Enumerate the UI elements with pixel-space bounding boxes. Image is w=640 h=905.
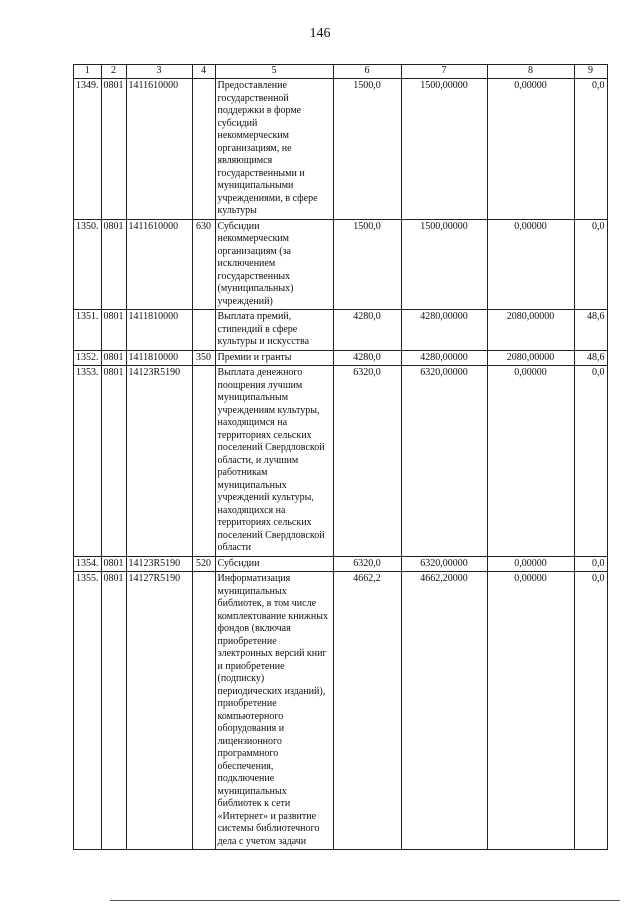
section-code: 0801: [101, 350, 126, 366]
approved-amount: 4280,00000: [401, 310, 487, 351]
section-code: 0801: [101, 310, 126, 351]
executed-amount: 0,00000: [487, 572, 574, 850]
col-header: 2: [101, 65, 126, 79]
planned-amount: 1500,0: [333, 219, 401, 310]
table-row: [74, 556, 608, 572]
execution-percent: 0,0: [574, 79, 607, 220]
section-code: 0801: [101, 572, 126, 850]
execution-percent: 48,6: [574, 310, 607, 351]
execution-percent: 0,0: [574, 219, 607, 310]
section-code: 0801: [101, 79, 126, 220]
col-header: 1: [74, 65, 102, 79]
row-description: Предоставление государственной поддержки в форме субсидий некоммерческим организациям, не являющимся государственными и муниципальными учреждениями, в сфере культуры: [215, 79, 333, 220]
approved-amount: 4662,20000: [401, 572, 487, 850]
col-header: 6: [333, 65, 401, 79]
execution-percent: 0,0: [574, 556, 607, 572]
table-row: [74, 366, 608, 557]
target-article-code: 1411810000: [126, 350, 192, 366]
col-header: 9: [574, 65, 607, 79]
row-description: Субсидии: [215, 556, 333, 572]
expense-type-code: 350: [192, 350, 215, 366]
approved-amount: 1500,00000: [401, 79, 487, 220]
table-header-row: [74, 65, 608, 79]
row-description: Субсидии некоммерческим организациям (за исключением государственных (муниципальных) учреждений): [215, 219, 333, 310]
table-row: [74, 79, 608, 220]
budget-table: [73, 64, 608, 850]
col-header: 8: [487, 65, 574, 79]
approved-amount: 4280,00000: [401, 350, 487, 366]
row-description: Выплата премий, стипендий в сфере культуры и искусства: [215, 310, 333, 351]
target-article-code: 1411610000: [126, 79, 192, 220]
planned-amount: 6320,0: [333, 556, 401, 572]
table-row: [74, 572, 608, 850]
table-row: [74, 350, 608, 366]
table-row: [74, 219, 608, 310]
execution-percent: 48,6: [574, 350, 607, 366]
expense-type-code: [192, 366, 215, 557]
execution-percent: 0,0: [574, 572, 607, 850]
expense-type-code: [192, 572, 215, 850]
table-row: [74, 310, 608, 351]
target-article-code: 14123R5190: [126, 366, 192, 557]
expense-type-code: 630: [192, 219, 215, 310]
executed-amount: 0,00000: [487, 219, 574, 310]
executed-amount: 0,00000: [487, 79, 574, 220]
col-header: 5: [215, 65, 333, 79]
row-number: 1355.: [74, 572, 102, 850]
approved-amount: 1500,00000: [401, 219, 487, 310]
row-description: Премии и гранты: [215, 350, 333, 366]
executed-amount: 0,00000: [487, 556, 574, 572]
execution-percent: 0,0: [574, 366, 607, 557]
target-article-code: 14127R5190: [126, 572, 192, 850]
row-number: 1352.: [74, 350, 102, 366]
section-code: 0801: [101, 219, 126, 310]
row-description: Информатизация муниципальных библиотек, в том числе комплектование книжных фондов (включая приобретение электронных версий книг и приобретение (подписку) периодических изданий), приобретение компьютерного оборудования и лицензионного программного обеспечения, подключение муниципальных библиотек к сети «Интернет» и развитие системы библиотечного дела с учетом задачи: [215, 572, 333, 850]
row-number: 1351.: [74, 310, 102, 351]
approved-amount: 6320,00000: [401, 556, 487, 572]
planned-amount: 1500,0: [333, 79, 401, 220]
row-description: Выплата денежного поощрения лучшим муниципальным учреждениям культуры, находящимся на территориях сельских поселений Свердловской области, и лучшим работникам муниципальных учреждений культуры, находящихся на территориях сельских поселений Свердловской области: [215, 366, 333, 557]
row-number: 1354.: [74, 556, 102, 572]
col-header: 4: [192, 65, 215, 79]
row-number: 1350.: [74, 219, 102, 310]
planned-amount: 4280,0: [333, 350, 401, 366]
page-bottom-rule: [110, 900, 620, 901]
planned-amount: 4280,0: [333, 310, 401, 351]
executed-amount: 2080,00000: [487, 350, 574, 366]
approved-amount: 6320,00000: [401, 366, 487, 557]
expense-type-code: [192, 310, 215, 351]
page-number: 146: [309, 26, 331, 41]
expense-type-code: [192, 79, 215, 220]
executed-amount: 0,00000: [487, 366, 574, 557]
section-code: 0801: [101, 366, 126, 557]
target-article-code: 14123R5190: [126, 556, 192, 572]
col-header: 3: [126, 65, 192, 79]
planned-amount: 4662,2: [333, 572, 401, 850]
planned-amount: 6320,0: [333, 366, 401, 557]
expense-type-code: 520: [192, 556, 215, 572]
row-number: 1353.: [74, 366, 102, 557]
row-number: 1349.: [74, 79, 102, 220]
target-article-code: 1411610000: [126, 219, 192, 310]
col-header: 7: [401, 65, 487, 79]
executed-amount: 2080,00000: [487, 310, 574, 351]
section-code: 0801: [101, 556, 126, 572]
target-article-code: 1411810000: [126, 310, 192, 351]
